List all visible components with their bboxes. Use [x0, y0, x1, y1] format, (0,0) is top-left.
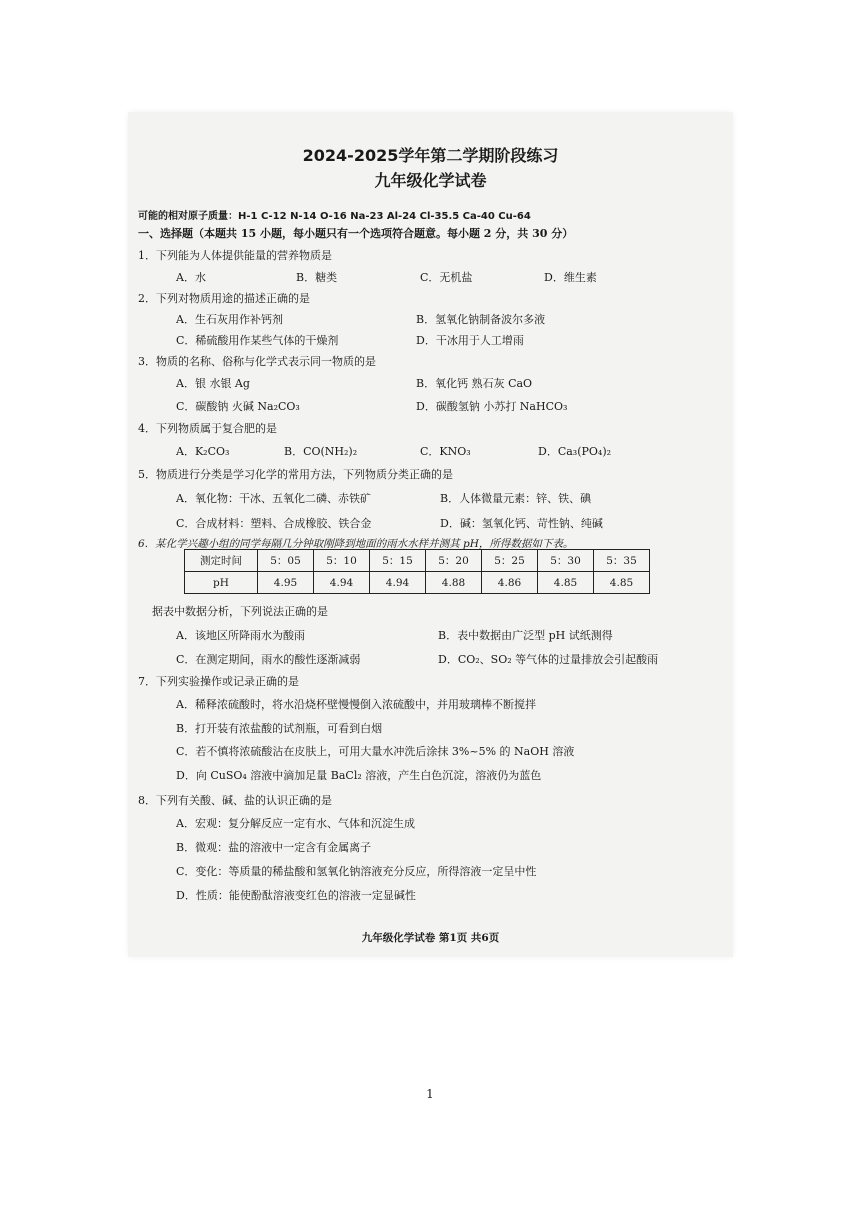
question-3-stem: 3．物质的名称、俗称与化学式表示同一物质的是 — [138, 355, 376, 368]
table-header-cell: pH — [185, 572, 258, 594]
q1-option-c: C．无机盐 — [420, 271, 473, 284]
table-cell: 4.85 — [594, 572, 650, 594]
q2-option-a: A．生石灰用作补钙剂 — [176, 313, 283, 326]
page-footer: 九年级化学试卷 第1页 共6页 — [361, 932, 500, 944]
table-row-ph — [185, 572, 650, 594]
table-cell: 5：15 — [370, 550, 426, 572]
q4-option-a: A．K₂CO₃ — [176, 445, 230, 458]
question-6-prompt: 据表中数据分析，下列说法正确的是 — [152, 605, 328, 618]
table-cell: 4.85 — [538, 572, 594, 594]
table-cell: 4.94 — [370, 572, 426, 594]
page-number: 1 — [426, 1087, 434, 1101]
exam-paper-sheet — [128, 112, 733, 957]
q8-option-b: B．微观：盐的溶液中一定含有金属离子 — [176, 841, 372, 854]
question-5-stem: 5．物质进行分类是学习化学的常用方法，下列物质分类正确的是 — [138, 468, 453, 481]
ph-data-table — [184, 549, 650, 594]
table-cell: 5：30 — [538, 550, 594, 572]
question-6-stem: 6．某化学兴趣小组的同学每隔几分钟取刚降到地面的雨水水样并测其 pH，所得数据如下表。 — [138, 538, 574, 550]
q2-option-d: D．干冰用于人工增雨 — [416, 334, 524, 347]
q3-option-a: A．银 水银 Ag — [176, 377, 250, 390]
q4-option-c: C．KNO₃ — [420, 445, 471, 458]
q8-option-a: A．宏观：复分解反应一定有水、气体和沉淀生成 — [176, 817, 415, 830]
q4-option-b: B．CO(NH₂)₂ — [284, 445, 358, 458]
q6-option-b: B．表中数据由广泛型 pH 试纸测得 — [438, 629, 613, 642]
q4-option-d: D．Ca₃(PO₄)₂ — [538, 445, 612, 458]
question-8-stem: 8．下列有关酸、碱、盐的认识正确的是 — [138, 794, 332, 807]
table-cell: 4.88 — [426, 572, 482, 594]
q1-option-a: A．水 — [176, 271, 206, 284]
q6-option-a: A．该地区所降雨水为酸雨 — [176, 629, 305, 642]
table-header-cell: 测定时间 — [185, 550, 258, 572]
q1-option-d: D．维生素 — [544, 271, 597, 284]
q6-option-c: C．在测定期间，雨水的酸性逐渐减弱 — [176, 653, 361, 666]
question-2-stem: 2．下列对物质用途的描述正确的是 — [138, 292, 310, 305]
table-cell: 5：35 — [594, 550, 650, 572]
q5-option-b: B．人体微量元素：锌、铁、碘 — [440, 492, 592, 505]
q5-option-a: A．氧化物：干冰、五氧化二磷、赤铁矿 — [176, 492, 371, 505]
q6-option-d: D．CO₂、SO₂ 等气体的过量排放会引起酸雨 — [438, 653, 659, 666]
q3-option-d: D．碳酸氢钠 小苏打 NaHCO₃ — [416, 400, 568, 413]
table-cell: 5：10 — [314, 550, 370, 572]
exam-subtitle: 九年级化学试卷 — [374, 171, 487, 190]
table-cell: 5：05 — [258, 550, 314, 572]
table-cell: 5：20 — [426, 550, 482, 572]
question-1-stem: 1．下列能为人体提供能量的营养物质是 — [138, 249, 332, 262]
q3-option-c: C．碳酸钠 火碱 Na₂CO₃ — [176, 400, 300, 413]
q2-option-c: C．稀硫酸用作某些气体的干燥剂 — [176, 334, 339, 347]
question-4-stem: 4．下列物质属于复合肥的是 — [138, 422, 277, 435]
question-7-stem: 7．下列实验操作或记录正确的是 — [138, 675, 299, 688]
q3-option-b: B．氧化钙 熟石灰 CaO — [416, 377, 533, 390]
q5-option-d: D．碱：氢氧化钙、苛性钠、纯碱 — [440, 517, 603, 530]
q7-option-b: B．打开装有浓盐酸的试剂瓶，可看到白烟 — [176, 722, 383, 735]
q7-option-c: C．若不慎将浓硫酸沾在皮肤上，可用大量水冲洗后涂抹 3%~5% 的 NaOH 溶液 — [176, 745, 575, 758]
table-cell: 4.94 — [314, 572, 370, 594]
q8-option-d: D．性质：能使酚酞溶液变红色的溶液一定显碱性 — [176, 889, 416, 902]
q5-option-c: C．合成材料：塑料、合成橡胶、铁合金 — [176, 517, 372, 530]
q2-option-b: B．氢氧化钠制备波尔多液 — [416, 313, 546, 326]
table-row-time — [185, 550, 650, 572]
table-cell: 4.86 — [482, 572, 538, 594]
q8-option-c: C．变化：等质量的稀盐酸和氢氧化钠溶液充分反应，所得溶液一定呈中性 — [176, 865, 537, 878]
q1-option-b: B．糖类 — [296, 271, 338, 284]
table-cell: 5：25 — [482, 550, 538, 572]
table-cell: 4.95 — [258, 572, 314, 594]
q7-option-d: D．向 CuSO₄ 溶液中滴加足量 BaCl₂ 溶液，产生白色沉淀，溶液仍为蓝色 — [176, 769, 542, 782]
exam-title: 2024-2025学年第二学期阶段练习 — [302, 146, 559, 165]
atomic-masses: 可能的相对原子质量：H-1 C-12 N-14 O-16 Na-23 Al-24 Cl-35.5 Ca-40 Cu-64 — [138, 211, 531, 222]
q7-option-a: A．稀释浓硫酸时，将水沿烧杯壁慢慢倒入浓硫酸中，并用玻璃棒不断搅拌 — [176, 698, 536, 711]
section-heading: 一、选择题（本题共 15 小题，每小题只有一个选项符合题意。每小题 2 分，共 30 分） — [138, 227, 574, 240]
